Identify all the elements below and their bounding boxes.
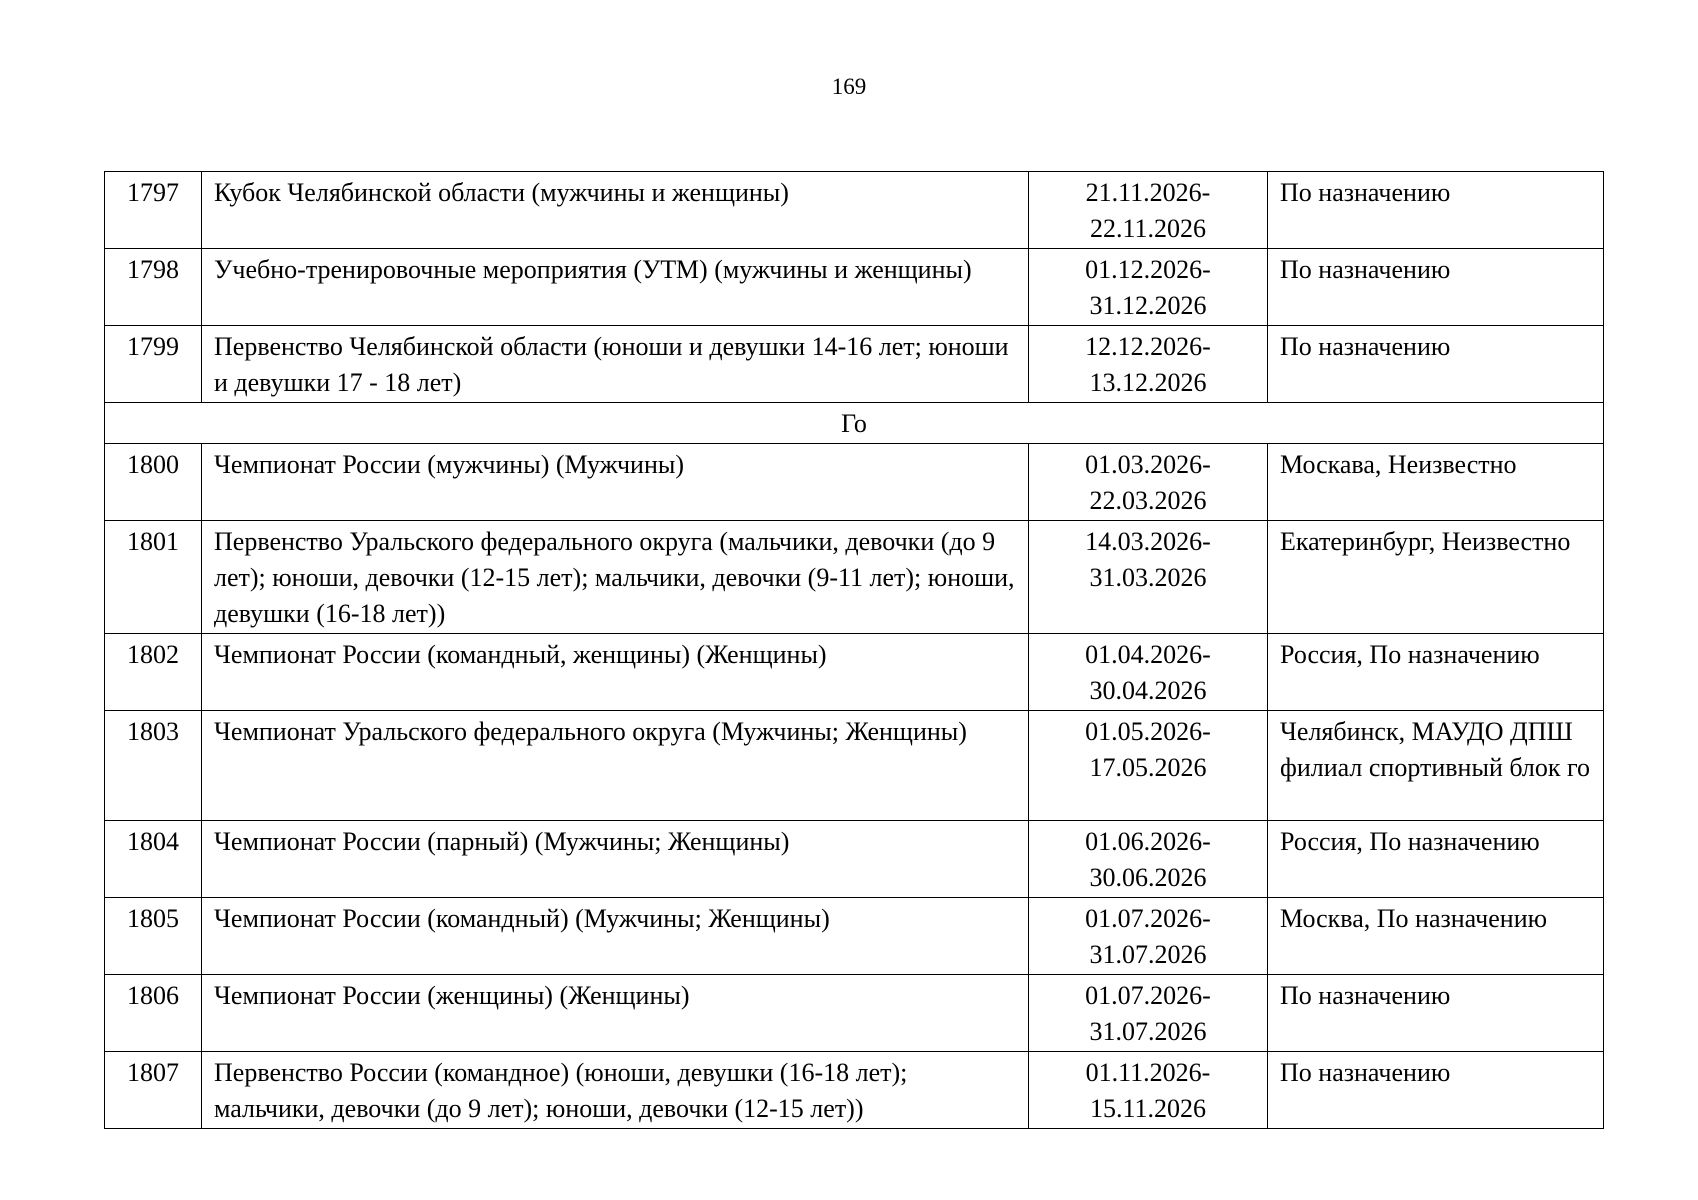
table-row: [105, 326, 1604, 403]
event-name: Чемпионат Уральского федерального округа (Мужчины; Женщины): [202, 711, 1029, 821]
event-place: Екатеринбург, Неизвестно: [1268, 521, 1604, 634]
event-place: По назначению: [1268, 172, 1604, 249]
schedule-table: [104, 171, 1604, 1129]
event-name: Чемпионат России (командный) (Мужчины; Женщины): [202, 898, 1029, 975]
event-name: Учебно-тренировочные мероприятия (УТМ) (мужчины и женщины): [202, 249, 1029, 326]
event-place: По назначению: [1268, 1052, 1604, 1129]
event-name: Кубок Челябинской области (мужчины и женщины): [202, 172, 1029, 249]
event-number: 1798: [105, 249, 202, 326]
page-number: 169: [831, 74, 867, 99]
event-name: Первенство Уральского федерального округа (мальчики, девочки (до 9 лет); юноши, девочки (12-15 лет); мальчики, девочки (9-11 лет); юноши, девушки (16-18 лет)): [202, 521, 1029, 634]
event-number: 1799: [105, 326, 202, 403]
event-place: По назначению: [1268, 249, 1604, 326]
event-number: 1802: [105, 634, 202, 711]
table-row: [105, 898, 1604, 975]
table-row: [105, 1052, 1604, 1129]
event-number: 1807: [105, 1052, 202, 1129]
event-dates: 01.03.2026- 22.03.2026: [1029, 444, 1268, 521]
event-dates: 14.03.2026- 31.03.2026: [1029, 521, 1268, 634]
event-dates: 01.04.2026- 30.04.2026: [1029, 634, 1268, 711]
event-name: Первенство Челябинской области (юноши и девушки 14-16 лет; юноши и девушки 17 - 18 лет): [202, 326, 1029, 403]
event-dates: 01.11.2026- 15.11.2026: [1029, 1052, 1268, 1129]
event-name: Чемпионат России (женщины) (Женщины): [202, 975, 1029, 1052]
event-number: 1805: [105, 898, 202, 975]
event-name: Чемпионат России (парный) (Мужчины; Женщины): [202, 821, 1029, 898]
section-row: [105, 403, 1604, 444]
event-dates: 01.07.2026- 31.07.2026: [1029, 975, 1268, 1052]
event-place: Россия, По назначению: [1268, 821, 1604, 898]
event-place: Челябинск, МАУДО ДПШ филиал спортивный блок го: [1268, 711, 1604, 821]
table-row: [105, 975, 1604, 1052]
event-number: 1803: [105, 711, 202, 821]
table-row: [105, 821, 1604, 898]
event-place: По назначению: [1268, 326, 1604, 403]
event-name: Чемпионат России (командный, женщины) (Женщины): [202, 634, 1029, 711]
event-name: Чемпионат России (мужчины) (Мужчины): [202, 444, 1029, 521]
event-place: Москава, Неизвестно: [1268, 444, 1604, 521]
table-row: [105, 634, 1604, 711]
table-row: [105, 172, 1604, 249]
event-dates: 12.12.2026- 13.12.2026: [1029, 326, 1268, 403]
event-dates: 01.12.2026- 31.12.2026: [1029, 249, 1268, 326]
event-dates: 01.06.2026- 30.06.2026: [1029, 821, 1268, 898]
event-number: 1797: [105, 172, 202, 249]
table-row: [105, 521, 1604, 634]
event-dates: 01.05.2026- 17.05.2026: [1029, 711, 1268, 821]
event-dates: 01.07.2026- 31.07.2026: [1029, 898, 1268, 975]
section-title: Го: [105, 403, 1604, 444]
event-place: По назначению: [1268, 975, 1604, 1052]
event-place: Москва, По назначению: [1268, 898, 1604, 975]
event-number: 1801: [105, 521, 202, 634]
table-row: [105, 249, 1604, 326]
table-row: [105, 444, 1604, 521]
event-number: 1800: [105, 444, 202, 521]
event-number: 1804: [105, 821, 202, 898]
event-name: Первенство России (командное) (юноши, девушки (16-18 лет); мальчики, девочки (до 9 лет); юноши, девочки (12-15 лет)): [202, 1052, 1029, 1129]
event-place: Россия, По назначению: [1268, 634, 1604, 711]
event-number: 1806: [105, 975, 202, 1052]
event-dates: 21.11.2026- 22.11.2026: [1029, 172, 1268, 249]
table-row: [105, 711, 1604, 821]
